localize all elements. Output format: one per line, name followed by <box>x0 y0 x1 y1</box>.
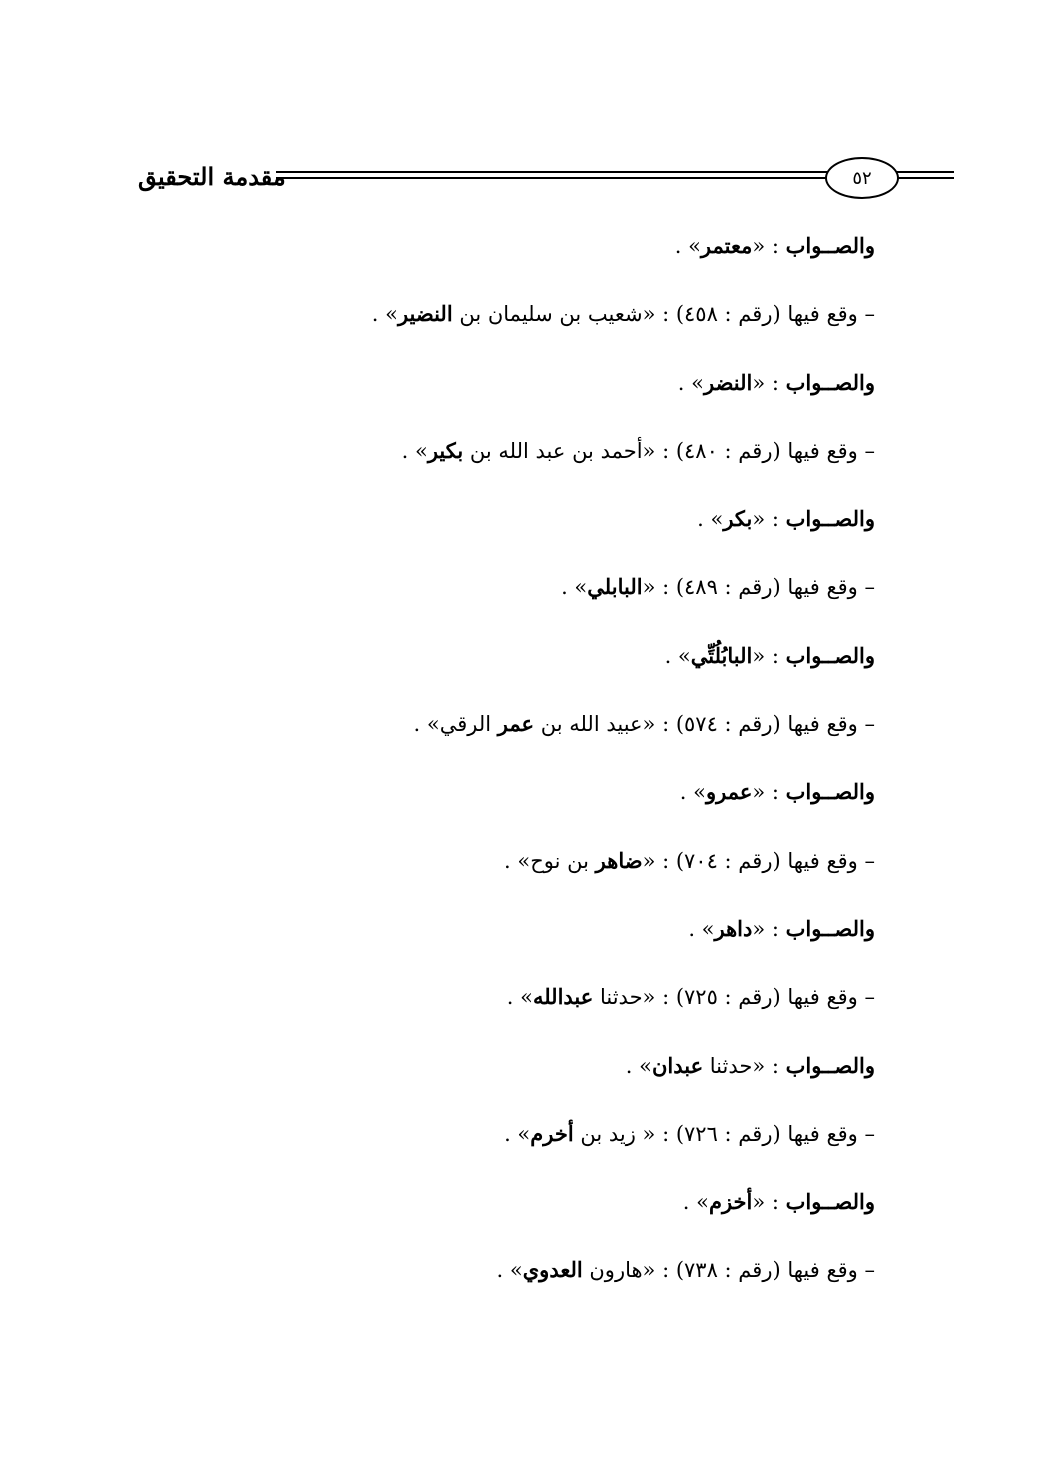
text-line: والصــواب : «النضر» . <box>677 369 875 395</box>
text-line: والصــواب : «البابُلُتِّي» . <box>664 642 875 668</box>
text-line: – وقع فيها (رقم : ٤٨٩) : «البابلي» . <box>561 574 875 600</box>
text-line: والصــواب : «داهر» . <box>688 915 875 941</box>
text-line: – وقع فيها (رقم : ٤٥٨) : «شعيب بن سليمان بن النضير» . <box>371 301 875 327</box>
section-title: مقدمة التحقيق <box>138 162 286 191</box>
page-number-badge <box>825 157 899 199</box>
running-header <box>130 152 905 212</box>
text-line: والصــواب : «بكر» . <box>697 506 875 532</box>
body-text <box>155 226 875 1319</box>
text-line: والصــواب : «معتمر» . <box>674 233 875 258</box>
text-line: – وقع فيها (رقم : ٧٣٨) : «هارون العدوي» . <box>496 1257 875 1283</box>
text-line: والصــواب : «أخزم» . <box>682 1189 875 1215</box>
page-number: ٥٢ <box>852 167 872 189</box>
text-line: – وقع فيها (رقم : ٥٧٤) : «عبيد الله بن عمر الرقي» . <box>413 711 875 737</box>
text-line: – وقع فيها (رقم : ٤٨٠) : «أحمد بن عبد الله بن بكير» . <box>401 437 875 463</box>
text-line: والصــواب : «عمرو» . <box>679 779 875 805</box>
text-line: – وقع فيها (رقم : ٧٠٤) : «ضاهر بن نوح» . <box>504 847 875 873</box>
text-line: – وقع فيها (رقم : ٧٢٥) : «حدثنا عبدالله» . <box>506 984 875 1010</box>
text-line: والصــواب : «حدثنا عبدان» . <box>625 1052 875 1078</box>
text-line: – وقع فيها (رقم : ٧٢٦) : « زيد بن أخرم» . <box>504 1120 875 1146</box>
